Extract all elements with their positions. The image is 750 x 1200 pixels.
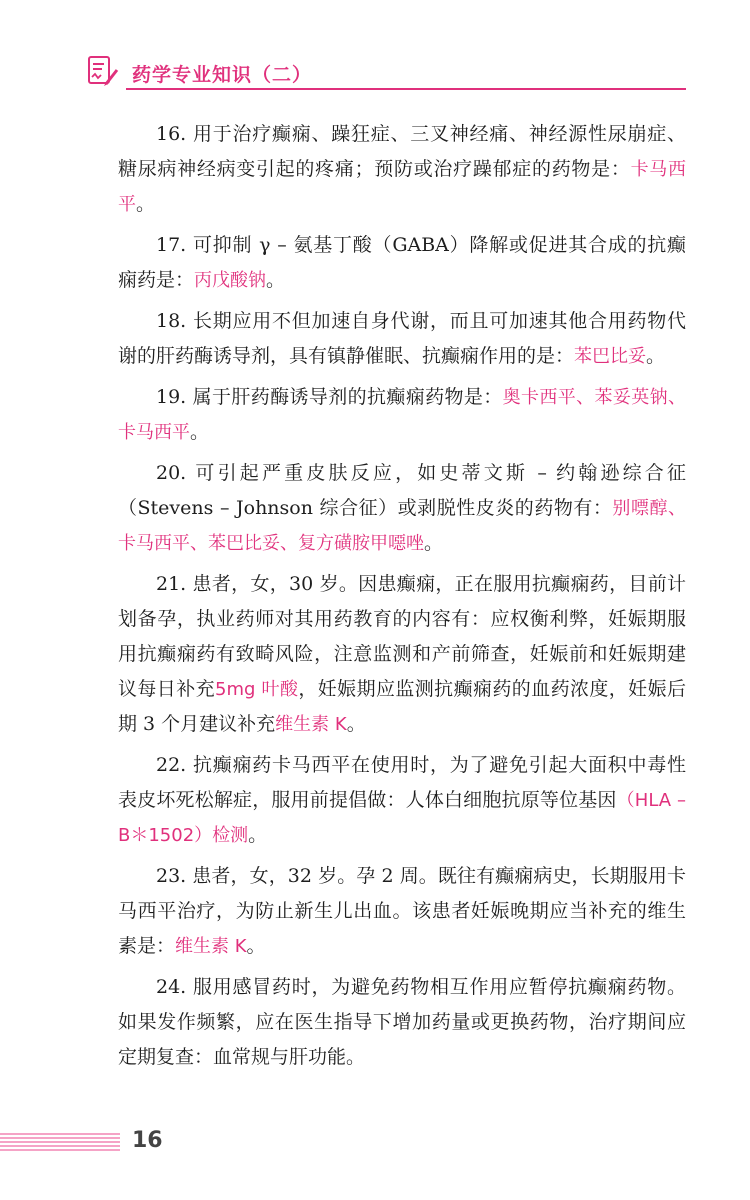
answer-text-2: ，妊娠期应监测抗癫痫药的血药浓度，妊娠后期 3 个月建议补充 [118,678,686,735]
question-text: 18. 长期应用不但加速自身代谢，而且可加速其他合用药物代谢的肝药酶诱导剂，具有镇静催眠、抗癫痫作用的是： [118,310,686,367]
end-mark: 。 [346,1046,366,1068]
qa-item-19 [118,380,686,450]
question-text: 20. 可引起严重皮肤反应，如史蒂文斯 – 约翰逊综合征（Stevens – Johnson 综合征）或剥脱性皮炎的药物有： [118,462,686,519]
qa-list [118,117,686,1081]
answer-text: 卡马西平 [118,159,686,215]
question-text: 21. 患者，女，30 岁。因患癫痫，正在服用抗癫痫药，目前计划备孕，执业药师对其用药教育的内容有： [118,573,686,630]
end-mark: 。 [136,193,156,215]
footer-decoration [0,1133,120,1155]
qa-item-23 [118,859,686,964]
answer-text: 血常规与肝功能 [213,1046,347,1068]
question-text: 16. 用于治疗癫痫、躁狂症、三叉神经痛、神经源性尿崩症、糖尿病神经病变引起的疼痛；预防或治疗躁郁症的药物是： [118,123,686,180]
answer-highlight: （HLA – B＊1502）检测 [118,790,686,846]
question-text: 24. 服用感冒药时，为避免药物相互作用应暂停抗癫痫药物。如果发作频繁，应在医生指导下增加药量或更换药物，治疗期间应定期复查： [118,976,686,1068]
answer-text: 应权衡利弊，妊娠期服用抗癫痫药有致畸风险，注意监测和产前筛查，妊娠前和妊娠期建议每日补充 [118,608,686,700]
answer-text: 奥卡西平、苯妥英钠、卡马西平 [118,387,686,443]
qa-item-24 [118,970,686,1075]
qa-item-17 [118,228,686,298]
end-mark: 。 [646,345,666,367]
question-text: 17. 可抑制 γ – 氨基丁酸（GABA）降解或促进其合成的抗癫痫药是： [118,234,686,291]
page-number: 16 [132,1128,163,1153]
answer-text: 别嘌醇、卡马西平、苯巴比妥、复方磺胺甲噁唑 [118,498,686,554]
question-text: 22. 抗癫痫药卡马西平在使用时，为了避免引起大面积中毒性表皮坏死松解症，服用前提倡做： [118,754,686,811]
answer-text: 人体白细胞抗原等位基因 [405,789,617,811]
end-mark: 。 [346,713,366,735]
qa-item-16 [118,117,686,222]
end-mark: 。 [246,935,266,957]
answer-highlight-2: 维生素 K [275,714,347,735]
qa-item-22 [118,748,686,853]
question-text: 19. 属于肝药酶诱导剂的抗癫痫药物是： [156,386,503,408]
question-text: 23. 患者，女，32 岁。孕 2 周。既往有癫痫病史，长期服用卡马西平治疗，为防止新生儿出血。该患者妊娠晚期应当补充的维生素是： [118,865,686,957]
qa-item-18 [118,304,686,374]
running-header [86,52,686,92]
end-mark: 。 [248,824,268,846]
document-pen-icon [86,54,120,88]
qa-item-20 [118,456,686,561]
answer-highlight: 5mg 叶酸 [215,679,299,700]
header-rule [126,88,686,90]
answer-text: 丙戊酸钠 [194,270,267,291]
end-mark: 。 [266,269,286,291]
header-title: 药学专业知识（二） [132,64,313,86]
answer-text: 维生素 K [175,936,247,957]
qa-item-21 [118,567,686,742]
answer-text: 苯巴比妥 [574,346,647,367]
end-mark: 。 [190,421,210,443]
end-mark: 。 [424,532,444,554]
